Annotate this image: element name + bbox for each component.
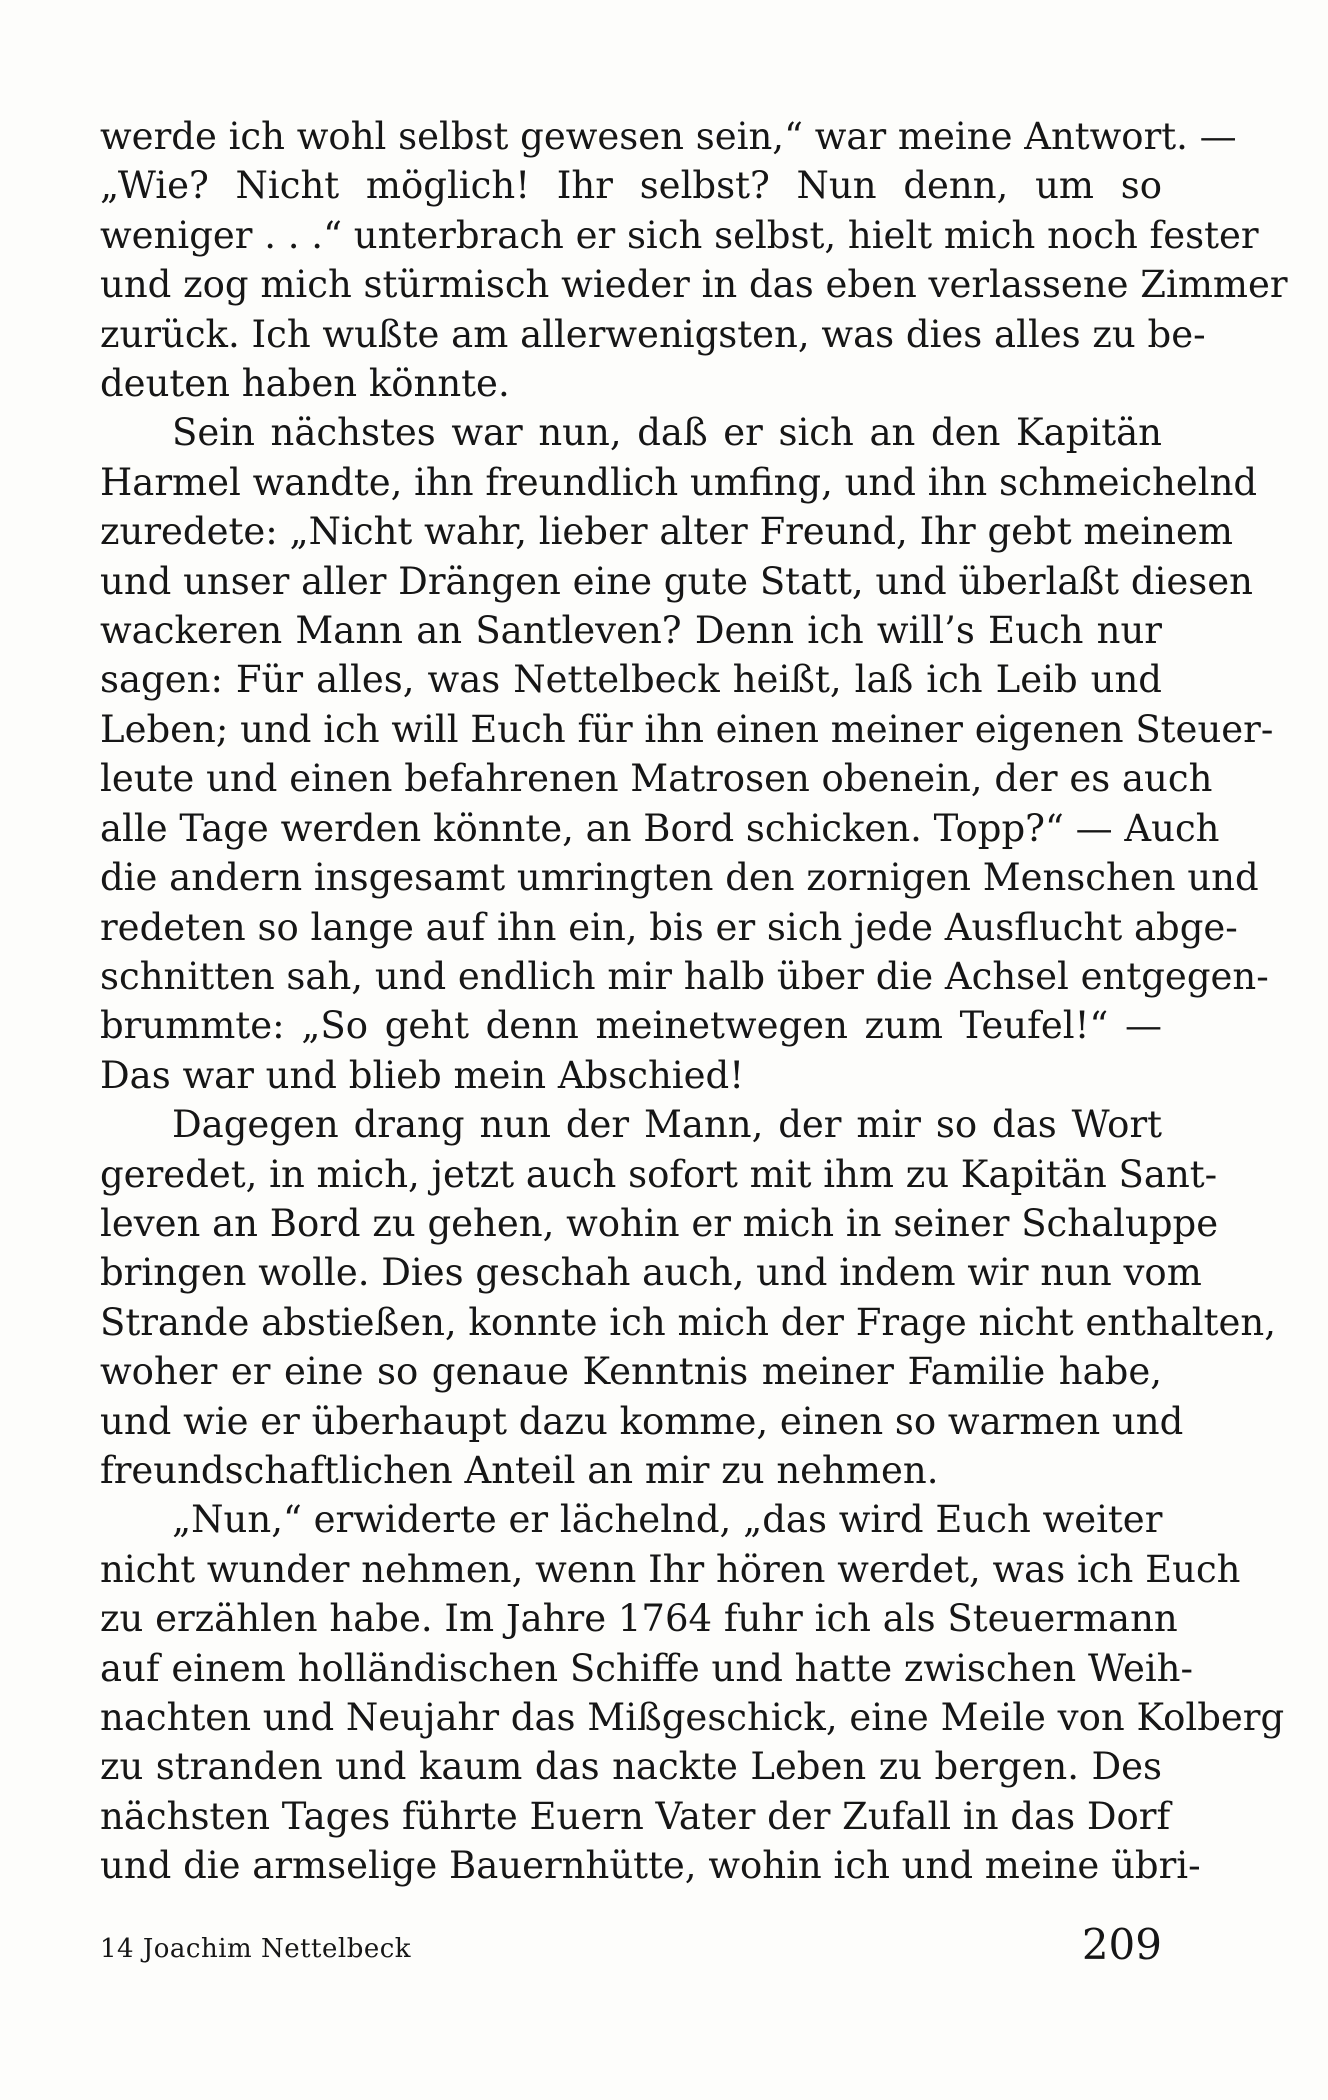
text-line: Leben; und ich will Euch für ihn einen meiner eigenen Steuer-	[100, 707, 1274, 751]
signature-mark: 14 Joachim Nettelbeck	[100, 1934, 412, 1964]
text-line: woher er eine so genaue Kenntnis meiner Familie habe,	[100, 1350, 1162, 1394]
text-line: Dagegen drang nun der Mann, der mir so das Wort	[172, 1103, 1162, 1147]
text-line: sagen: Für alles, was Nettelbeck heißt, laß ich Leib und	[100, 658, 1162, 702]
text-line: Sein nächstes war nun, daß er sich an den Kapitän	[172, 411, 1162, 455]
text-line: deuten haben könnte.	[100, 362, 510, 406]
text-line: zu erzählen habe. Im Jahre 1764 fuhr ich als Steuermann	[100, 1597, 1178, 1641]
text-line: Das war und blieb mein Abschied!	[100, 1053, 745, 1097]
text-line: leute und einen befahrenen Matrosen obenein, der es auch	[100, 757, 1213, 801]
page-footer	[100, 1920, 1162, 1980]
text-line: und unser aller Drängen eine gute Statt, und überlaßt diesen	[100, 559, 1253, 603]
text-line: zuredete: „Nicht wahr, lieber alter Freund, Ihr gebt meinem	[100, 510, 1233, 554]
text-line: werde ich wohl selbst gewesen sein,“ war meine Antwort. —	[100, 115, 1237, 158]
paragraph-1	[100, 112, 1288, 408]
text-line: freundschaftlichen Anteil an mir zu nehmen.	[100, 1448, 939, 1492]
text-line: Strande abstießen, konnte ich mich der Frage nicht enthalten,	[100, 1300, 1276, 1344]
text-line: wackeren Mann an Santleven? Denn ich will’s Euch nur	[100, 609, 1162, 653]
text-line: „Wie? Nicht möglich! Ihr selbst? Nun denn, um so	[100, 164, 1162, 208]
text-line: redeten so lange auf ihn ein, bis er sich jede Ausflucht abge-	[100, 905, 1238, 949]
page-number: 209	[1081, 1920, 1162, 1969]
text-line: die andern insgesamt umringten den zornigen Menschen und	[100, 856, 1259, 900]
text-line: schnitten sah, und endlich mir halb über die Achsel entgegen-	[100, 954, 1269, 998]
text-line: und die armselige Bauernhütte, wohin ich und meine übri-	[100, 1844, 1201, 1888]
text-line: brummte: „So geht denn meinetwegen zum Teufel!“ —	[100, 1004, 1162, 1048]
text-line: nicht wunder nehmen, wenn Ihr hören werdet, was ich Euch	[100, 1547, 1241, 1591]
text-line: nachten und Neujahr das Mißgeschick, eine Meile von Kolberg	[100, 1696, 1285, 1739]
text-line: und wie er überhaupt dazu komme, einen so warmen und	[100, 1399, 1184, 1443]
text-line: und zog mich stürmisch wieder in das eben verlassene Zimmer	[100, 263, 1288, 307]
paragraph-2	[100, 408, 1274, 1100]
text-line: „Nun,“ erwiderte er lächelnd, „das wird Euch weiter	[172, 1498, 1163, 1542]
text-line: Harmel wandte, ihn freundlich umfing, und ihn schmeichelnd	[100, 460, 1258, 504]
text-line: nächsten Tages führte Euern Vater der Zufall in das Dorf	[100, 1794, 1171, 1838]
text-line: geredet, in mich, jetzt auch sofort mit ihm zu Kapitän Sant-	[100, 1152, 1218, 1196]
page-body	[100, 112, 1288, 1891]
text-line: bringen wolle. Dies geschah auch, und indem wir nun vom	[100, 1251, 1202, 1295]
paragraph-4	[100, 1495, 1285, 1890]
text-line: zu stranden und kaum das nackte Leben zu bergen. Des	[100, 1745, 1162, 1789]
paragraph-3	[100, 1100, 1276, 1495]
text-line: zurück. Ich wußte am allerwenigsten, was dies alles zu be-	[100, 312, 1206, 356]
text-line: weniger . . .“ unterbrach er sich selbst, hielt mich noch fester	[100, 213, 1259, 257]
text-line: leven an Bord zu gehen, wohin er mich in seiner Schaluppe	[100, 1201, 1219, 1245]
text-line: auf einem holländischen Schiffe und hatte zwischen Weih-	[100, 1646, 1194, 1690]
text-line: alle Tage werden könnte, an Bord schicken. Topp?“ — Auch	[100, 806, 1220, 850]
